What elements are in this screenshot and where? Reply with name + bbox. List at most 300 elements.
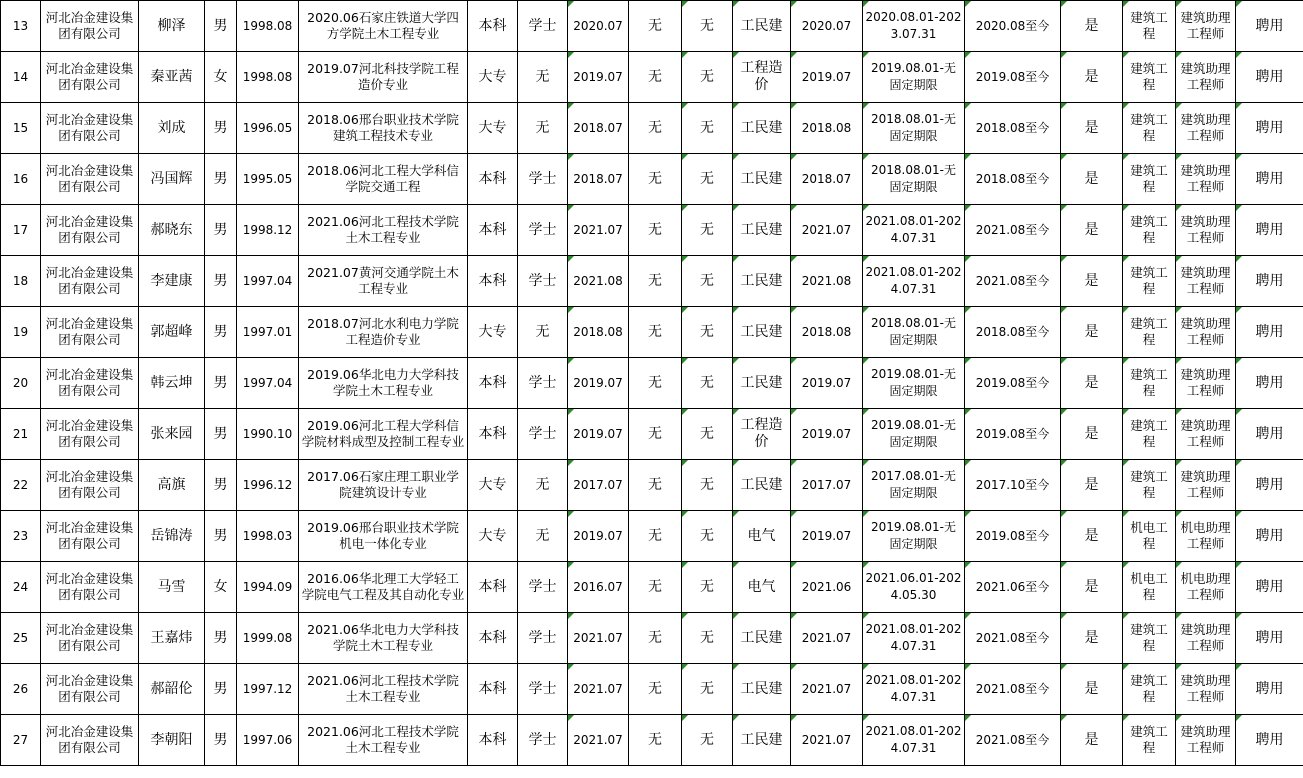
cell-company[interactable]: 河北冶金建设集团有限公司 — [41, 154, 139, 205]
cell-work-start[interactable]: 2021.07 — [791, 715, 863, 766]
cell-col-11[interactable]: 无 — [682, 409, 733, 460]
cell-birth-date[interactable]: 1998.03 — [237, 511, 299, 562]
cell-degree[interactable]: 学士 — [518, 562, 568, 613]
cell-flag[interactable]: 是 — [1061, 1, 1123, 52]
cell-name[interactable]: 柳泽 — [139, 1, 205, 52]
cell-education-level[interactable]: 大专 — [468, 307, 518, 358]
cell-field[interactable]: 建筑工程 — [1123, 664, 1176, 715]
cell-hire-type[interactable]: 聘用 — [1236, 664, 1303, 715]
cell-position-period[interactable]: 2021.06至今 — [965, 562, 1061, 613]
cell-contract-period[interactable]: 2017.08.01-无固定期限 — [863, 460, 965, 511]
cell-flag[interactable]: 是 — [1061, 154, 1123, 205]
cell-education[interactable]: 2020.06石家庄铁道大学四方学院土木工程专业 — [299, 1, 468, 52]
cell-degree[interactable]: 无 — [518, 511, 568, 562]
cell-hire-type[interactable]: 聘用 — [1236, 205, 1303, 256]
cell-position-period[interactable]: 2017.10至今 — [965, 460, 1061, 511]
cell-contract-period[interactable]: 2018.08.01-无固定期限 — [863, 103, 965, 154]
cell-major[interactable]: 工民建 — [733, 664, 791, 715]
cell-flag[interactable]: 是 — [1061, 205, 1123, 256]
cell-index[interactable]: 14 — [1, 52, 41, 103]
cell-field[interactable]: 建筑工程 — [1123, 307, 1176, 358]
cell-job-title[interactable]: 建筑助理工程师 — [1176, 715, 1236, 766]
cell-major[interactable]: 工民建 — [733, 256, 791, 307]
cell-col-10[interactable]: 无 — [629, 562, 682, 613]
cell-field[interactable]: 建筑工程 — [1123, 52, 1176, 103]
cell-company[interactable]: 河北冶金建设集团有限公司 — [41, 205, 139, 256]
cell-education-level[interactable]: 本科 — [468, 1, 518, 52]
cell-index[interactable]: 24 — [1, 562, 41, 613]
cell-col-10[interactable]: 无 — [629, 154, 682, 205]
cell-major[interactable]: 工程造价 — [733, 409, 791, 460]
cell-company[interactable]: 河北冶金建设集团有限公司 — [41, 715, 139, 766]
cell-job-title[interactable]: 建筑助理工程师 — [1176, 1, 1236, 52]
table-row — [1, 307, 1303, 358]
cell-col-10[interactable]: 无 — [629, 358, 682, 409]
cell-education[interactable]: 2021.06河北工程技术学院土木工程专业 — [299, 205, 468, 256]
cell-col-11[interactable]: 无 — [682, 307, 733, 358]
cell-flag[interactable]: 是 — [1061, 664, 1123, 715]
cell-work-start[interactable]: 2017.07 — [791, 460, 863, 511]
cell-hire-type[interactable]: 聘用 — [1236, 715, 1303, 766]
cell-company[interactable]: 河北冶金建设集团有限公司 — [41, 511, 139, 562]
cell-graduation-date[interactable]: 2021.08 — [568, 256, 629, 307]
cell-index[interactable]: 16 — [1, 154, 41, 205]
cell-col-11[interactable]: 无 — [682, 1, 733, 52]
cell-major[interactable]: 工民建 — [733, 307, 791, 358]
cell-position-period[interactable]: 2019.08至今 — [965, 52, 1061, 103]
cell-gender[interactable]: 男 — [205, 613, 237, 664]
cell-birth-date[interactable]: 1997.04 — [237, 358, 299, 409]
cell-contract-period[interactable]: 2021.08.01-2024.07.31 — [863, 664, 965, 715]
cell-flag[interactable]: 是 — [1061, 715, 1123, 766]
cell-index[interactable]: 18 — [1, 256, 41, 307]
cell-name[interactable]: 郭超峰 — [139, 307, 205, 358]
cell-major[interactable]: 工民建 — [733, 613, 791, 664]
cell-company[interactable]: 河北冶金建设集团有限公司 — [41, 664, 139, 715]
cell-contract-period[interactable]: 2018.08.01-无固定期限 — [863, 307, 965, 358]
cell-company[interactable]: 河北冶金建设集团有限公司 — [41, 307, 139, 358]
cell-education[interactable]: 2021.06河北工程技术学院土木工程专业 — [299, 664, 468, 715]
cell-field[interactable]: 建筑工程 — [1123, 613, 1176, 664]
cell-col-11[interactable]: 无 — [682, 613, 733, 664]
table-row — [1, 460, 1303, 511]
cell-degree[interactable]: 学士 — [518, 715, 568, 766]
cell-hire-type[interactable]: 聘用 — [1236, 613, 1303, 664]
cell-degree[interactable]: 学士 — [518, 409, 568, 460]
cell-hire-type[interactable]: 聘用 — [1236, 409, 1303, 460]
cell-company[interactable]: 河北冶金建设集团有限公司 — [41, 52, 139, 103]
cell-gender[interactable]: 男 — [205, 511, 237, 562]
cell-degree[interactable]: 学士 — [518, 205, 568, 256]
cell-position-period[interactable]: 2019.08至今 — [965, 358, 1061, 409]
cell-hire-type[interactable]: 聘用 — [1236, 154, 1303, 205]
cell-position-period[interactable]: 2020.08至今 — [965, 1, 1061, 52]
cell-gender[interactable]: 男 — [205, 664, 237, 715]
cell-major[interactable]: 电气 — [733, 562, 791, 613]
cell-work-start[interactable]: 2018.08 — [791, 307, 863, 358]
cell-education[interactable]: 2018.07河北水利电力学院工程造价专业 — [299, 307, 468, 358]
table-row — [1, 715, 1303, 766]
cell-col-10[interactable]: 无 — [629, 409, 682, 460]
cell-position-period[interactable]: 2021.08至今 — [965, 256, 1061, 307]
cell-degree[interactable]: 学士 — [518, 154, 568, 205]
cell-graduation-date[interactable]: 2019.07 — [568, 511, 629, 562]
cell-birth-date[interactable]: 1998.08 — [237, 1, 299, 52]
table-row — [1, 358, 1303, 409]
cell-field[interactable]: 建筑工程 — [1123, 103, 1176, 154]
cell-col-10[interactable]: 无 — [629, 52, 682, 103]
cell-education-level[interactable]: 本科 — [468, 256, 518, 307]
cell-field[interactable]: 机电工程 — [1123, 511, 1176, 562]
cell-field[interactable]: 建筑工程 — [1123, 460, 1176, 511]
cell-col-10[interactable]: 无 — [629, 460, 682, 511]
cell-job-title[interactable]: 建筑助理工程师 — [1176, 358, 1236, 409]
cell-major[interactable]: 工民建 — [733, 103, 791, 154]
cell-flag[interactable]: 是 — [1061, 358, 1123, 409]
cell-graduation-date[interactable]: 2019.07 — [568, 358, 629, 409]
cell-flag[interactable]: 是 — [1061, 460, 1123, 511]
cell-field[interactable]: 建筑工程 — [1123, 154, 1176, 205]
cell-col-11[interactable]: 无 — [682, 562, 733, 613]
cell-name[interactable]: 刘成 — [139, 103, 205, 154]
cell-work-start[interactable]: 2018.08 — [791, 103, 863, 154]
cell-col-11[interactable]: 无 — [682, 52, 733, 103]
cell-col-10[interactable]: 无 — [629, 664, 682, 715]
cell-col-10[interactable]: 无 — [629, 256, 682, 307]
cell-education[interactable]: 2019.06邢台职业技术学院机电一体化专业 — [299, 511, 468, 562]
table-row — [1, 613, 1303, 664]
cell-major[interactable]: 工民建 — [733, 1, 791, 52]
cell-index[interactable]: 22 — [1, 460, 41, 511]
cell-graduation-date[interactable]: 2018.08 — [568, 307, 629, 358]
cell-work-start[interactable]: 2019.07 — [791, 52, 863, 103]
cell-birth-date[interactable]: 1996.05 — [237, 103, 299, 154]
cell-work-start[interactable]: 2019.07 — [791, 409, 863, 460]
cell-field[interactable]: 建筑工程 — [1123, 1, 1176, 52]
cell-position-period[interactable]: 2018.08至今 — [965, 103, 1061, 154]
cell-hire-type[interactable]: 聘用 — [1236, 307, 1303, 358]
cell-birth-date[interactable]: 1994.09 — [237, 562, 299, 613]
table-row — [1, 511, 1303, 562]
cell-field[interactable]: 机电工程 — [1123, 562, 1176, 613]
cell-gender[interactable]: 女 — [205, 52, 237, 103]
cell-degree[interactable]: 无 — [518, 103, 568, 154]
cell-col-10[interactable]: 无 — [629, 613, 682, 664]
cell-contract-period[interactable]: 2019.08.01-无固定期限 — [863, 511, 965, 562]
cell-flag[interactable]: 是 — [1061, 256, 1123, 307]
cell-index[interactable]: 23 — [1, 511, 41, 562]
cell-gender[interactable]: 男 — [205, 715, 237, 766]
cell-graduation-date[interactable]: 2021.07 — [568, 664, 629, 715]
cell-gender[interactable]: 男 — [205, 307, 237, 358]
cell-major[interactable]: 工民建 — [733, 154, 791, 205]
cell-major[interactable]: 工民建 — [733, 715, 791, 766]
cell-education-level[interactable]: 本科 — [468, 715, 518, 766]
cell-col-11[interactable]: 无 — [682, 205, 733, 256]
cell-field[interactable]: 建筑工程 — [1123, 358, 1176, 409]
cell-birth-date[interactable]: 1990.10 — [237, 409, 299, 460]
cell-company[interactable]: 河北冶金建设集团有限公司 — [41, 460, 139, 511]
table-row — [1, 562, 1303, 613]
cell-gender[interactable]: 男 — [205, 154, 237, 205]
cell-company[interactable]: 河北冶金建设集团有限公司 — [41, 562, 139, 613]
cell-flag[interactable]: 是 — [1061, 613, 1123, 664]
cell-degree[interactable]: 学士 — [518, 256, 568, 307]
cell-name[interactable]: 李建康 — [139, 256, 205, 307]
cell-job-title[interactable]: 建筑助理工程师 — [1176, 52, 1236, 103]
cell-work-start[interactable]: 2021.07 — [791, 613, 863, 664]
cell-flag[interactable]: 是 — [1061, 52, 1123, 103]
table-body — [1, 1, 1303, 766]
cell-hire-type[interactable]: 聘用 — [1236, 52, 1303, 103]
cell-gender[interactable]: 男 — [205, 460, 237, 511]
cell-degree[interactable]: 无 — [518, 52, 568, 103]
cell-work-start[interactable]: 2019.07 — [791, 511, 863, 562]
cell-contract-period[interactable]: 2021.08.01-2024.07.31 — [863, 205, 965, 256]
cell-major[interactable]: 工民建 — [733, 460, 791, 511]
cell-job-title[interactable]: 建筑助理工程师 — [1176, 154, 1236, 205]
cell-job-title[interactable]: 建筑助理工程师 — [1176, 103, 1236, 154]
cell-gender[interactable]: 男 — [205, 256, 237, 307]
cell-field[interactable]: 建筑工程 — [1123, 715, 1176, 766]
cell-education[interactable]: 2019.07河北科技学院工程造价专业 — [299, 52, 468, 103]
cell-gender[interactable]: 男 — [205, 103, 237, 154]
cell-gender[interactable]: 男 — [205, 1, 237, 52]
table-row — [1, 205, 1303, 256]
cell-education-level[interactable]: 大专 — [468, 460, 518, 511]
cell-index[interactable]: 26 — [1, 664, 41, 715]
cell-index[interactable]: 17 — [1, 205, 41, 256]
cell-col-10[interactable]: 无 — [629, 511, 682, 562]
cell-gender[interactable]: 男 — [205, 409, 237, 460]
cell-name[interactable]: 秦亚茜 — [139, 52, 205, 103]
cell-birth-date[interactable]: 1999.08 — [237, 613, 299, 664]
cell-education[interactable]: 2021.06华北电力大学科技学院土木工程专业 — [299, 613, 468, 664]
cell-field[interactable]: 建筑工程 — [1123, 256, 1176, 307]
cell-hire-type[interactable]: 聘用 — [1236, 1, 1303, 52]
cell-col-10[interactable]: 无 — [629, 205, 682, 256]
cell-job-title[interactable]: 建筑助理工程师 — [1176, 664, 1236, 715]
cell-hire-type[interactable]: 聘用 — [1236, 358, 1303, 409]
cell-col-10[interactable]: 无 — [629, 103, 682, 154]
cell-position-period[interactable]: 2018.08至今 — [965, 307, 1061, 358]
cell-gender[interactable]: 男 — [205, 205, 237, 256]
cell-education[interactable]: 2016.06华北理工大学轻工学院电气工程及其自动化专业 — [299, 562, 468, 613]
cell-col-11[interactable]: 无 — [682, 358, 733, 409]
cell-name[interactable]: 岳锦涛 — [139, 511, 205, 562]
cell-education-level[interactable]: 大专 — [468, 52, 518, 103]
cell-company[interactable]: 河北冶金建设集团有限公司 — [41, 256, 139, 307]
cell-graduation-date[interactable]: 2021.07 — [568, 715, 629, 766]
cell-birth-date[interactable]: 1996.12 — [237, 460, 299, 511]
cell-name[interactable]: 李朝阳 — [139, 715, 205, 766]
cell-hire-type[interactable]: 聘用 — [1236, 511, 1303, 562]
cell-education[interactable]: 2017.06石家庄理工职业学院建筑设计专业 — [299, 460, 468, 511]
cell-index[interactable]: 27 — [1, 715, 41, 766]
cell-col-11[interactable]: 无 — [682, 256, 733, 307]
cell-hire-type[interactable]: 聘用 — [1236, 460, 1303, 511]
cell-education-level[interactable]: 本科 — [468, 664, 518, 715]
cell-graduation-date[interactable]: 2016.07 — [568, 562, 629, 613]
cell-contract-period[interactable]: 2021.08.01-2024.07.31 — [863, 256, 965, 307]
cell-index[interactable]: 15 — [1, 103, 41, 154]
cell-index[interactable]: 25 — [1, 613, 41, 664]
cell-contract-period[interactable]: 2019.08.01-无固定期限 — [863, 358, 965, 409]
cell-position-period[interactable]: 2021.08至今 — [965, 613, 1061, 664]
cell-graduation-date[interactable]: 2019.07 — [568, 409, 629, 460]
cell-job-title[interactable]: 建筑助理工程师 — [1176, 460, 1236, 511]
cell-name[interactable]: 韩云坤 — [139, 358, 205, 409]
cell-index[interactable]: 13 — [1, 1, 41, 52]
cell-education-level[interactable]: 本科 — [468, 562, 518, 613]
cell-col-10[interactable]: 无 — [629, 1, 682, 52]
cell-graduation-date[interactable]: 2019.07 — [568, 52, 629, 103]
cell-col-11[interactable]: 无 — [682, 103, 733, 154]
cell-flag[interactable]: 是 — [1061, 103, 1123, 154]
cell-degree[interactable]: 学士 — [518, 358, 568, 409]
cell-col-10[interactable]: 无 — [629, 715, 682, 766]
cell-graduation-date[interactable]: 2021.07 — [568, 205, 629, 256]
cell-contract-period[interactable]: 2018.08.01-无固定期限 — [863, 154, 965, 205]
cell-hire-type[interactable]: 聘用 — [1236, 562, 1303, 613]
cell-name[interactable]: 冯国辉 — [139, 154, 205, 205]
cell-gender[interactable]: 女 — [205, 562, 237, 613]
cell-name[interactable]: 张来园 — [139, 409, 205, 460]
table-row — [1, 52, 1303, 103]
cell-birth-date[interactable]: 1997.06 — [237, 715, 299, 766]
cell-col-11[interactable]: 无 — [682, 154, 733, 205]
cell-position-period[interactable]: 2021.08至今 — [965, 205, 1061, 256]
cell-graduation-date[interactable]: 2020.07 — [568, 1, 629, 52]
cell-education[interactable]: 2018.06河北工程大学科信学院交通工程 — [299, 154, 468, 205]
cell-contract-period[interactable]: 2021.06.01-2024.05.30 — [863, 562, 965, 613]
cell-degree[interactable]: 无 — [518, 307, 568, 358]
cell-job-title[interactable]: 机电助理工程师 — [1176, 511, 1236, 562]
cell-hire-type[interactable]: 聘用 — [1236, 103, 1303, 154]
cell-job-title[interactable]: 建筑助理工程师 — [1176, 409, 1236, 460]
cell-flag[interactable]: 是 — [1061, 511, 1123, 562]
cell-contract-period[interactable]: 2019.08.01-无固定期限 — [863, 52, 965, 103]
cell-company[interactable]: 河北冶金建设集团有限公司 — [41, 409, 139, 460]
cell-job-title[interactable]: 建筑助理工程师 — [1176, 256, 1236, 307]
cell-education[interactable]: 2021.07黄河交通学院土木工程专业 — [299, 256, 468, 307]
cell-position-period[interactable]: 2018.08至今 — [965, 154, 1061, 205]
cell-education[interactable]: 2018.06邢台职业技术学院建筑工程技术专业 — [299, 103, 468, 154]
cell-gender[interactable]: 男 — [205, 358, 237, 409]
cell-company[interactable]: 河北冶金建设集团有限公司 — [41, 613, 139, 664]
cell-degree[interactable]: 无 — [518, 460, 568, 511]
cell-work-start[interactable]: 2021.07 — [791, 664, 863, 715]
cell-flag[interactable]: 是 — [1061, 562, 1123, 613]
cell-birth-date[interactable]: 1997.12 — [237, 664, 299, 715]
table-row — [1, 1, 1303, 52]
cell-job-title[interactable]: 建筑助理工程师 — [1176, 205, 1236, 256]
cell-index[interactable]: 20 — [1, 358, 41, 409]
cell-flag[interactable]: 是 — [1061, 307, 1123, 358]
cell-position-period[interactable]: 2019.08至今 — [965, 511, 1061, 562]
cell-graduation-date[interactable]: 2021.07 — [568, 613, 629, 664]
cell-job-title[interactable]: 建筑助理工程师 — [1176, 613, 1236, 664]
cell-col-11[interactable]: 无 — [682, 664, 733, 715]
table-row — [1, 103, 1303, 154]
cell-graduation-date[interactable]: 2018.07 — [568, 154, 629, 205]
cell-birth-date[interactable]: 1998.08 — [237, 52, 299, 103]
cell-job-title[interactable]: 建筑助理工程师 — [1176, 307, 1236, 358]
cell-education-level[interactable]: 本科 — [468, 409, 518, 460]
cell-field[interactable]: 建筑工程 — [1123, 205, 1176, 256]
cell-work-start[interactable]: 2019.07 — [791, 358, 863, 409]
cell-contract-period[interactable]: 2019.08.01-无固定期限 — [863, 409, 965, 460]
cell-major[interactable]: 工程造价 — [733, 52, 791, 103]
cell-education-level[interactable]: 大专 — [468, 103, 518, 154]
cell-major[interactable]: 工民建 — [733, 205, 791, 256]
cell-position-period[interactable]: 2019.08至今 — [965, 409, 1061, 460]
cell-position-period[interactable]: 2021.08至今 — [965, 664, 1061, 715]
cell-job-title[interactable]: 机电助理工程师 — [1176, 562, 1236, 613]
cell-index[interactable]: 21 — [1, 409, 41, 460]
cell-birth-date[interactable]: 1998.12 — [237, 205, 299, 256]
cell-name[interactable]: 郝韶伦 — [139, 664, 205, 715]
cell-degree[interactable]: 学士 — [518, 664, 568, 715]
cell-major[interactable]: 电气 — [733, 511, 791, 562]
cell-name[interactable]: 郝晓东 — [139, 205, 205, 256]
cell-name[interactable]: 王嘉炜 — [139, 613, 205, 664]
cell-flag[interactable]: 是 — [1061, 409, 1123, 460]
cell-name[interactable]: 高旗 — [139, 460, 205, 511]
cell-name[interactable]: 马雪 — [139, 562, 205, 613]
cell-education[interactable]: 2019.06河北工程大学科信学院材料成型及控制工程专业 — [299, 409, 468, 460]
cell-company[interactable]: 河北冶金建设集团有限公司 — [41, 103, 139, 154]
cell-graduation-date[interactable]: 2017.07 — [568, 460, 629, 511]
cell-degree[interactable]: 学士 — [518, 613, 568, 664]
cell-work-start[interactable]: 2021.07 — [791, 205, 863, 256]
cell-birth-date[interactable]: 1997.01 — [237, 307, 299, 358]
cell-work-start[interactable]: 2021.08 — [791, 256, 863, 307]
cell-education[interactable]: 2021.06河北工程技术学院土木工程专业 — [299, 715, 468, 766]
cell-major[interactable]: 工民建 — [733, 358, 791, 409]
cell-education-level[interactable]: 本科 — [468, 154, 518, 205]
cell-contract-period[interactable]: 2020.08.01-2023.07.31 — [863, 1, 965, 52]
cell-education-level[interactable]: 本科 — [468, 205, 518, 256]
cell-position-period[interactable]: 2021.08至今 — [965, 715, 1061, 766]
table-row — [1, 409, 1303, 460]
cell-education[interactable]: 2019.06华北电力大学科技学院土木工程专业 — [299, 358, 468, 409]
cell-col-10[interactable]: 无 — [629, 307, 682, 358]
cell-birth-date[interactable]: 1997.04 — [237, 256, 299, 307]
cell-company[interactable]: 河北冶金建设集团有限公司 — [41, 358, 139, 409]
cell-graduation-date[interactable]: 2018.07 — [568, 103, 629, 154]
table-row — [1, 664, 1303, 715]
cell-education-level[interactable]: 大专 — [468, 511, 518, 562]
cell-col-11[interactable]: 无 — [682, 511, 733, 562]
cell-field[interactable]: 建筑工程 — [1123, 409, 1176, 460]
cell-education-level[interactable]: 本科 — [468, 613, 518, 664]
cell-hire-type[interactable]: 聘用 — [1236, 256, 1303, 307]
cell-birth-date[interactable]: 1995.05 — [237, 154, 299, 205]
cell-education-level[interactable]: 本科 — [468, 358, 518, 409]
cell-index[interactable]: 19 — [1, 307, 41, 358]
table-row — [1, 256, 1303, 307]
cell-degree[interactable]: 学士 — [518, 1, 568, 52]
cell-contract-period[interactable]: 2021.08.01-2024.07.31 — [863, 613, 965, 664]
cell-contract-period[interactable]: 2021.08.01-2024.07.31 — [863, 715, 965, 766]
cell-col-11[interactable]: 无 — [682, 715, 733, 766]
cell-work-start[interactable]: 2018.07 — [791, 154, 863, 205]
cell-col-11[interactable]: 无 — [682, 460, 733, 511]
cell-work-start[interactable]: 2020.07 — [791, 1, 863, 52]
cell-work-start[interactable]: 2021.06 — [791, 562, 863, 613]
cell-company[interactable]: 河北冶金建设集团有限公司 — [41, 1, 139, 52]
